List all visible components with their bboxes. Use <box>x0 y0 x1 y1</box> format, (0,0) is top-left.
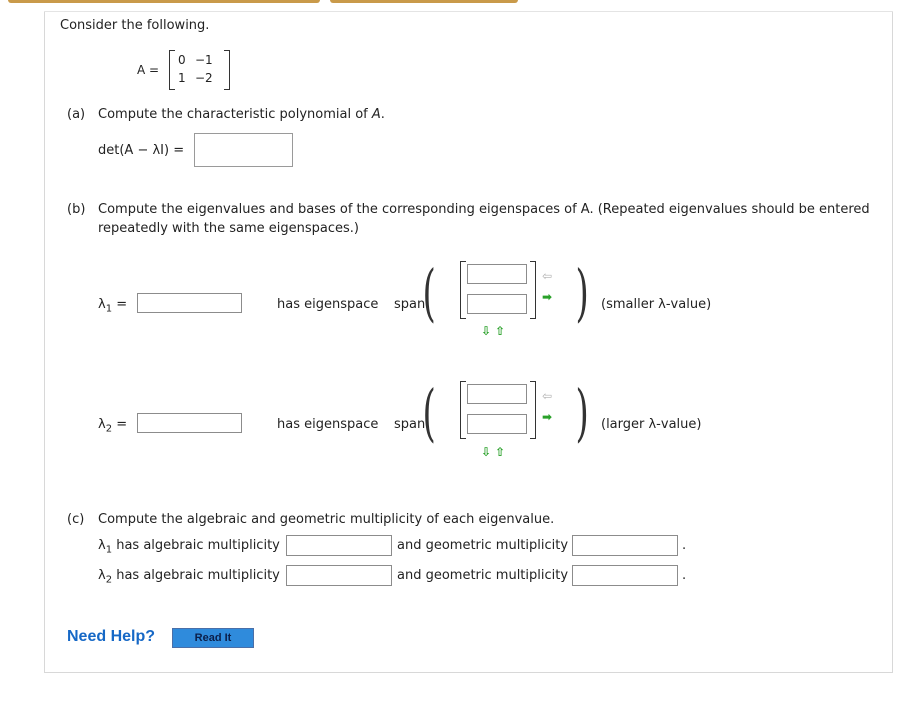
part-a-tag: (a) <box>67 107 86 122</box>
arrow-up-icon[interactable]: ⇧ <box>495 445 506 459</box>
mult-row1-label: $\lambda_1$ has algebraic multiplicity <box>98 538 280 556</box>
span-left-paren-1: ( <box>422 256 436 329</box>
alg-mult-2-input[interactable] <box>286 565 392 586</box>
row2-period: . <box>682 568 687 583</box>
part-b-line1: Compute the eigenvalues and bases of the corresponding eigenspaces of A. (Repeated eigenvalues should be entered <box>98 202 870 217</box>
eigenvalue2-input[interactable] <box>137 413 242 433</box>
part-b-tag: (b) <box>67 202 86 217</box>
matrix-r2c1: 1 <box>178 71 186 85</box>
eigenvector2-entry2[interactable] <box>467 414 527 434</box>
intro-text: Consider the following. <box>60 18 210 33</box>
need-help-label: Need Help? <box>67 628 156 645</box>
matrix-r1c1: 0 <box>178 53 186 67</box>
read-it-button[interactable]: Read It <box>172 628 254 648</box>
vector2-left-bracket <box>460 381 466 439</box>
row1-period: . <box>682 538 687 553</box>
arrow-right-icon[interactable]: ➡ <box>542 410 553 424</box>
part-c-tag: (c) <box>67 512 85 527</box>
lambda2-label: $\lambda_2$ = <box>98 417 128 435</box>
arrow-down-icon[interactable]: ⇩ <box>481 324 492 338</box>
span-label-2: span <box>394 417 426 432</box>
geo-mult-1-input[interactable] <box>572 535 678 556</box>
lambda1-label: $\lambda_1$ = <box>98 297 128 315</box>
span-left-paren-2: ( <box>422 376 436 449</box>
eigenvector2-entry1[interactable] <box>467 384 527 404</box>
span-label-1: span <box>394 297 426 312</box>
eigenvector1-entry1[interactable] <box>467 264 527 284</box>
geo-mult-2-label: and geometric multiplicity <box>397 568 569 583</box>
part-c-prompt: Compute the algebraic and geometric multiplicity of each eigenvalue. <box>98 512 555 527</box>
card-top-border <box>44 11 893 12</box>
eigenvalue1-input[interactable] <box>137 293 242 313</box>
vector2-right-bracket <box>530 381 536 439</box>
matrix-label: A = <box>137 63 160 77</box>
eigenvector1-entry2[interactable] <box>467 294 527 314</box>
has-eigenspace-2: has eigenspace <box>277 417 379 432</box>
has-eigenspace-1: has eigenspace <box>277 297 379 312</box>
matrix-left-bracket <box>169 50 175 90</box>
matrix-r2c2: −2 <box>195 71 213 85</box>
smaller-lambda-note: (smaller λ-value) <box>601 297 712 312</box>
larger-lambda-note: (larger λ-value) <box>601 417 702 432</box>
matrix-right-bracket <box>224 50 230 90</box>
matrix-r1c2: −1 <box>195 53 213 67</box>
arrow-right-icon[interactable]: ➡ <box>542 290 553 304</box>
geo-mult-2-input[interactable] <box>572 565 678 586</box>
alg-mult-1-input[interactable] <box>286 535 392 556</box>
top-tab-1[interactable] <box>8 0 320 3</box>
span-right-paren-1: ) <box>575 256 589 329</box>
part-a-prompt: Compute the characteristic polynomial of A. <box>98 107 385 122</box>
det-label: det(A − λI) = <box>98 143 185 158</box>
top-tab-2[interactable] <box>330 0 518 3</box>
mult-row2-label: $\lambda_2$ has algebraic multiplicity <box>98 568 280 586</box>
span-right-paren-2: ) <box>575 376 589 449</box>
vector1-right-bracket <box>530 261 536 319</box>
arrow-down-icon[interactable]: ⇩ <box>481 445 492 459</box>
arrow-up-icon[interactable]: ⇧ <box>495 324 506 338</box>
vector1-left-bracket <box>460 261 466 319</box>
arrow-left-icon[interactable]: ⇦ <box>542 269 553 283</box>
arrow-left-icon[interactable]: ⇦ <box>542 389 553 403</box>
char-poly-input[interactable] <box>194 133 293 167</box>
part-b-line2: repeatedly with the same eigenspaces.) <box>98 221 359 236</box>
geo-mult-1-label: and geometric multiplicity <box>397 538 569 553</box>
